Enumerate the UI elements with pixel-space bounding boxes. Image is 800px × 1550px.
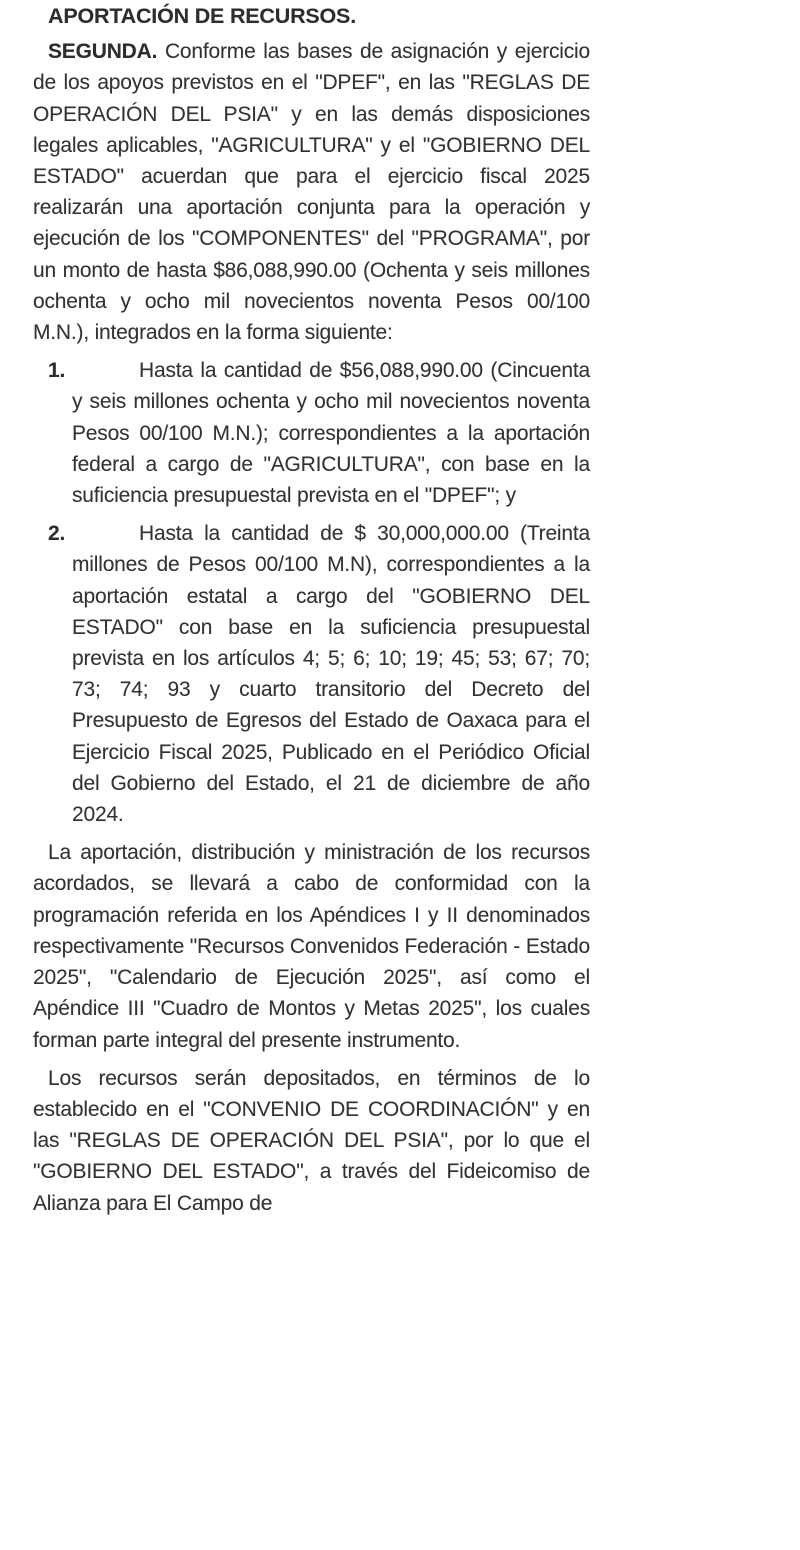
clause-paragraph [33,36,590,348]
list-item-text: Hasta la cantidad de $ 30,000,000.00 (Treinta millones de Pesos 00/100 M.N), correspondientes a la aportación estatal a cargo del "GOBIERNO DEL ESTADO" con base en la suficiencia presupuestal prevista en los artículos 4; 5; 6; 10; 19; 45; 53; 67; 70; 73; 74; 93 y cuarto transitorio del Decreto del Presupuesto de Egresos del Estado de Oaxaca para el Ejercicio Fiscal 2025, Publicado en el Periódico Oficial del Gobierno del Estado, el 21 de diciembre de año 2024. [72,522,590,827]
list-item-federal [48,355,590,511]
list-item-estatal [48,518,590,830]
paragraph-distribution: La aportación, distribución y ministración de los recursos acordados, se llevará a cabo de conformidad con la programación referida en los Apéndices I y II denominados respectivamente "Recursos Convenidos Federación - Estado 2025", "Calendario de Ejecución 2025", así como el Apéndice III "Cuadro de Montos y Metas 2025", los cuales forman parte integral del presente instrumento. [33,841,590,1052]
contribution-list [33,355,590,830]
paragraph-deposit: Los recursos serán depositados, en términos de lo establecido en el "CONVENIO DE COORDINACIÓN" y en las "REGLAS DE OPERACIÓN DEL PSIA", por lo que el "GOBIERNO DEL ESTADO", a través del Fideicomiso de Alianza para El Campo de [33,1066,590,1215]
list-item-number: 2. [48,522,66,546]
clause-label: SEGUNDA. [48,40,158,64]
list-item-text: Hasta la cantidad de $56,088,990.00 (Cincuenta y seis millones ochenta y ocho mil novecientos noventa Pesos 00/100 M.N.); correspondientes a la aportación federal a cargo de "AGRICULTURA", con base en la suficiencia presupuestal prevista en el "DPEF"; y [72,359,590,508]
document-title: APORTACIÓN DE RECURSOS. [48,4,356,28]
clause-text: Conforme las bases de asignación y ejercicio de los apoyos previstos en el "DPEF", en las "REGLAS DE OPERACIÓN DEL PSIA" y en las demás disposiciones legales aplicables, "AGRICULTURA" y el "GOBIERNO DEL ESTADO" acuerdan que para el ejercicio fiscal 2025 realizarán una aportación conjunta para la operación y ejecución de los "COMPONENTES" del "PROGRAMA", por un monto de hasta $86,088,990.00 (Ochenta y seis millones ochenta y ocho mil novecientos noventa Pesos 00/100 M.N.), integrados en la forma siguiente: [33,40,590,345]
list-item-number: 1. [48,359,66,383]
